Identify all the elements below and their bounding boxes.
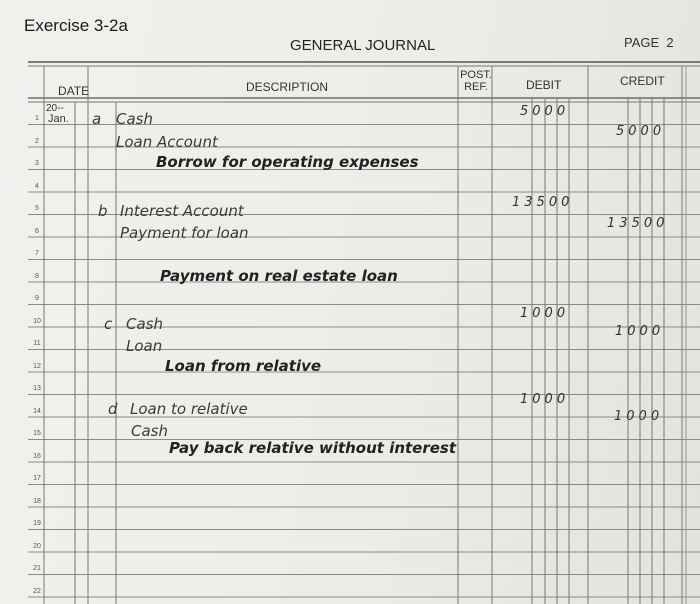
entry-d-debit-amount: 1000 (520, 392, 570, 407)
journal-title: GENERAL JOURNAL (290, 37, 436, 54)
row-number: 14 (33, 407, 41, 415)
row-number: 21 (33, 565, 41, 572)
entry-d-credit-account: Cash (131, 422, 168, 440)
row-number: 6 (35, 227, 39, 235)
row-number: 8 (35, 272, 39, 280)
row-number: 20 (33, 542, 41, 550)
entry-a-credit-amount: 5000 (616, 124, 666, 139)
entry-c-credit-account: Loan (126, 337, 163, 355)
row-number: 19 (33, 520, 41, 527)
header-date: DATE (58, 84, 90, 98)
entry-b-credit-account: Payment for loan (120, 224, 249, 242)
entry-d-label: d (108, 400, 118, 418)
row-number: 15 (33, 430, 41, 437)
entry-a-label: a (92, 110, 102, 128)
header-post-ref (460, 69, 492, 93)
row-number: 9 (35, 295, 39, 302)
entry-c-memo: Loan from relative (165, 357, 322, 375)
entry-c-credit-amount: 1000 (615, 324, 665, 339)
date-year: 20-- (46, 103, 64, 114)
header-credit: CREDIT (620, 74, 665, 88)
row-number: 22 (33, 587, 41, 595)
header-post-ref-line1: POST. (460, 69, 492, 81)
entry-c-label: c (104, 315, 113, 333)
entry-b-credit-amount: 13500 (607, 216, 669, 231)
entry-b-memo: Payment on real estate loan (160, 267, 398, 285)
row-number: 10 (33, 317, 41, 325)
header-description: DESCRIPTION (246, 80, 329, 94)
row-number: 2 (35, 137, 39, 145)
entry-d-memo: Pay back relative without interest (169, 439, 457, 457)
header-debit: DEBIT (526, 78, 562, 92)
row-number: 7 (35, 250, 39, 257)
page-indicator (624, 35, 674, 50)
entry-c-debit-account: Cash (126, 315, 163, 333)
row-number: 11 (33, 340, 41, 347)
row-number: 3 (35, 160, 39, 167)
entry-a-debit-account: Cash (116, 110, 153, 128)
row-number: 12 (33, 362, 41, 370)
entry-a-memo: Borrow for operating expenses (156, 153, 419, 171)
entry-a-debit-amount: 5000 (520, 104, 570, 119)
page-label: PAGE (624, 35, 660, 50)
entry-c-debit-amount: 1000 (520, 306, 570, 321)
row-number: 5 (35, 205, 39, 212)
row-number: 13 (33, 385, 41, 392)
page-number: 2 (666, 35, 674, 50)
row-number: 16 (33, 452, 41, 460)
entry-d-debit-account: Loan to relative (130, 400, 248, 418)
date-month: Jan. (48, 113, 69, 125)
exercise-title: Exercise 3-2a (24, 16, 128, 35)
entry-a-credit-account: Loan Account (116, 133, 218, 151)
entry-b-debit-amount: 13500 (512, 195, 574, 210)
entry-b-debit-account: Interest Account (120, 202, 244, 220)
entry-d-credit-amount: 1000 (614, 409, 664, 424)
header-post-ref-line2: REF. (464, 81, 488, 93)
row-number: 18 (33, 497, 41, 505)
row-number: 17 (33, 475, 41, 482)
entry-b-label: b (98, 202, 108, 220)
row-number: 4 (35, 182, 39, 190)
row-number: 1 (35, 115, 39, 122)
